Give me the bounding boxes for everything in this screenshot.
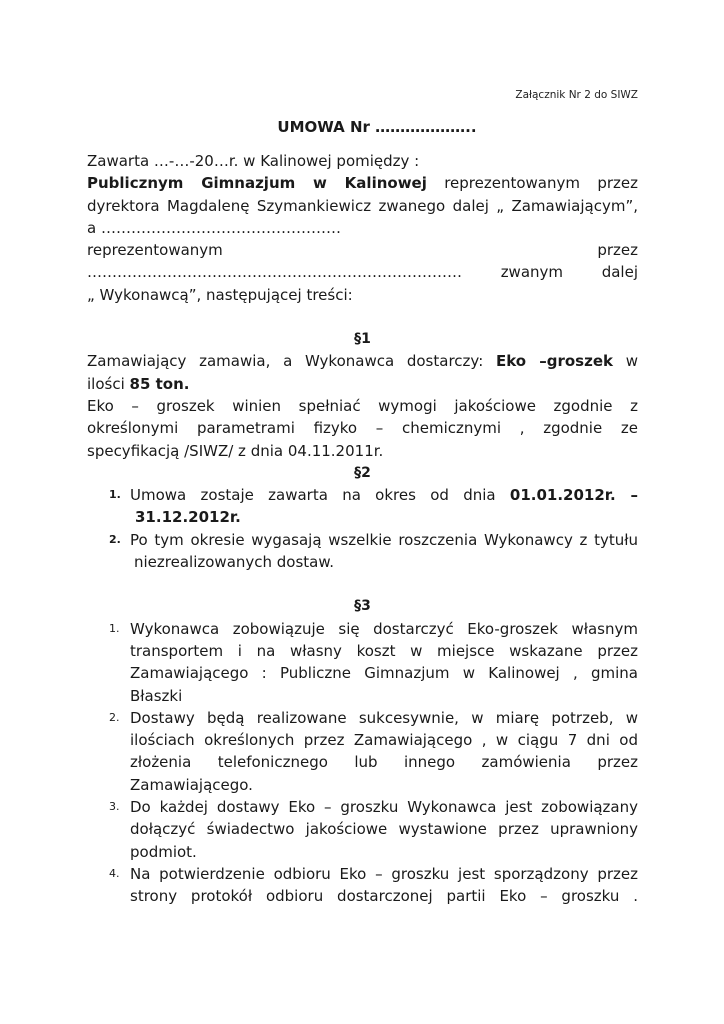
contract-title: UMOWA Nr ……………….. [277,118,477,136]
further-word: dalej [601,263,638,282]
list-item [87,484,638,529]
s3-list [87,618,638,908]
document-body [87,150,638,908]
item-number: 3. [109,800,120,814]
s1-line3: Eko – groszek winien spełniać wymogi jakościowe zgodnie z [87,396,638,415]
intro-line-date: Zawarta …-…-20…r. w Kalinowej pomiędzy : [87,152,420,170]
s3-item-line: strony protokół odbioru dostarczonej partii Eko – groszku . [130,887,638,906]
s2-list [87,484,638,573]
s1-line5: specyfikacją /SIWZ/ z dnia 04.11.2011r. [87,441,384,460]
represented-word: reprezentowanym [87,241,223,260]
s2-item2-line2: niezrealizowanych dostaw. [134,553,335,572]
intro-line-party1 [87,172,638,194]
section-1-heading: §1 [354,331,371,348]
s1-text-b: w [613,352,638,371]
end-date: 31.12.2012r. [135,508,241,527]
contractor-dots: ………………………………………………………………… [87,263,462,282]
item-number: 2. [109,710,120,724]
quantity: 85 ton. [129,374,190,393]
s3-item-line: Na potwierdzenie odbioru Eko – groszku jest sporządzony przez [130,864,638,883]
item-number: 1. [109,488,121,502]
product-name: Eko –groszek [495,352,613,371]
intro-line-a: a ………………………………………… [87,218,341,237]
called-word: zwanym [500,263,564,282]
s3-item-line: złożenia telefonicznego lub innego zamówienia przez [130,753,638,772]
list-item [87,618,638,707]
section-2-heading: §2 [354,464,371,481]
party1-name: Publicznym Gimnazjum w Kalinowej [87,174,427,193]
s1-line2 [87,373,638,395]
s1-text-c: ilości [87,374,130,393]
section-3-heading: §3 [354,598,371,615]
item-number: 2. [109,532,121,546]
party1-rest: reprezentowanym przez [426,174,638,193]
s1-text-a: Zamawiający zamawia, a Wykonawca dostarczy: [87,352,496,371]
list-item [87,707,638,796]
s3-item-line: Do każdej dostawy Eko – groszku Wykonawca jest zobowiązany [130,798,638,817]
intro-line-dots [87,261,638,283]
s3-item-line: dołączyć świadectwo jakościowe wystawione przez uprawniony [130,820,638,839]
item-number: 4. [109,866,120,880]
s2-item2-line1: Po tym okresie wygasają wszelkie roszczenia Wykonawcy z tytułu [130,530,638,549]
intro-line-director: dyrektora Magdalenę Szymankiewicz zwanego dalej „ Zamawiającym”, [87,196,638,215]
s1-line4: określonymi parametrami fizyko – chemicznymi , zgodnie ze [87,419,638,438]
s3-item-line: transportem i na własny koszt w miejsce wskazane przez [130,641,638,660]
s3-item-line: Błaszki [130,686,183,705]
s3-item-line: Zamawiającego : Publiczne Gimnazjum w Kalinowej , gmina [130,664,638,683]
list-item [87,529,638,574]
list-item [87,863,638,908]
s3-item-line: Dostawy będą realizowane sukcesywnie, w miarę potrzeb, w [130,708,638,727]
by-word: przez [597,241,638,260]
s2-item1-text: Umowa zostaje zawarta na okres od dnia [130,486,510,505]
annex-label: Załącznik Nr 2 do SIWZ [515,89,638,101]
start-date: 01.01.2012r. – [509,486,638,505]
item-number: 1. [109,621,120,635]
s3-item-line: Zamawiającego. [130,775,253,794]
list-item [87,796,638,863]
s3-item-line: podmiot. [130,842,197,861]
s2-item1-line1 [130,484,638,506]
s3-item-line: Wykonawca zobowiązuje się dostarczyć Eko-groszek własnym [130,619,638,638]
intro-line-contractor: „ Wykonawcą”, następującej treści: [87,285,353,304]
s1-line1 [87,350,638,372]
s3-item-line: ilościach określonych przez Zamawiającego , w ciągu 7 dni od [130,731,638,750]
intro-line-represented [87,239,638,261]
